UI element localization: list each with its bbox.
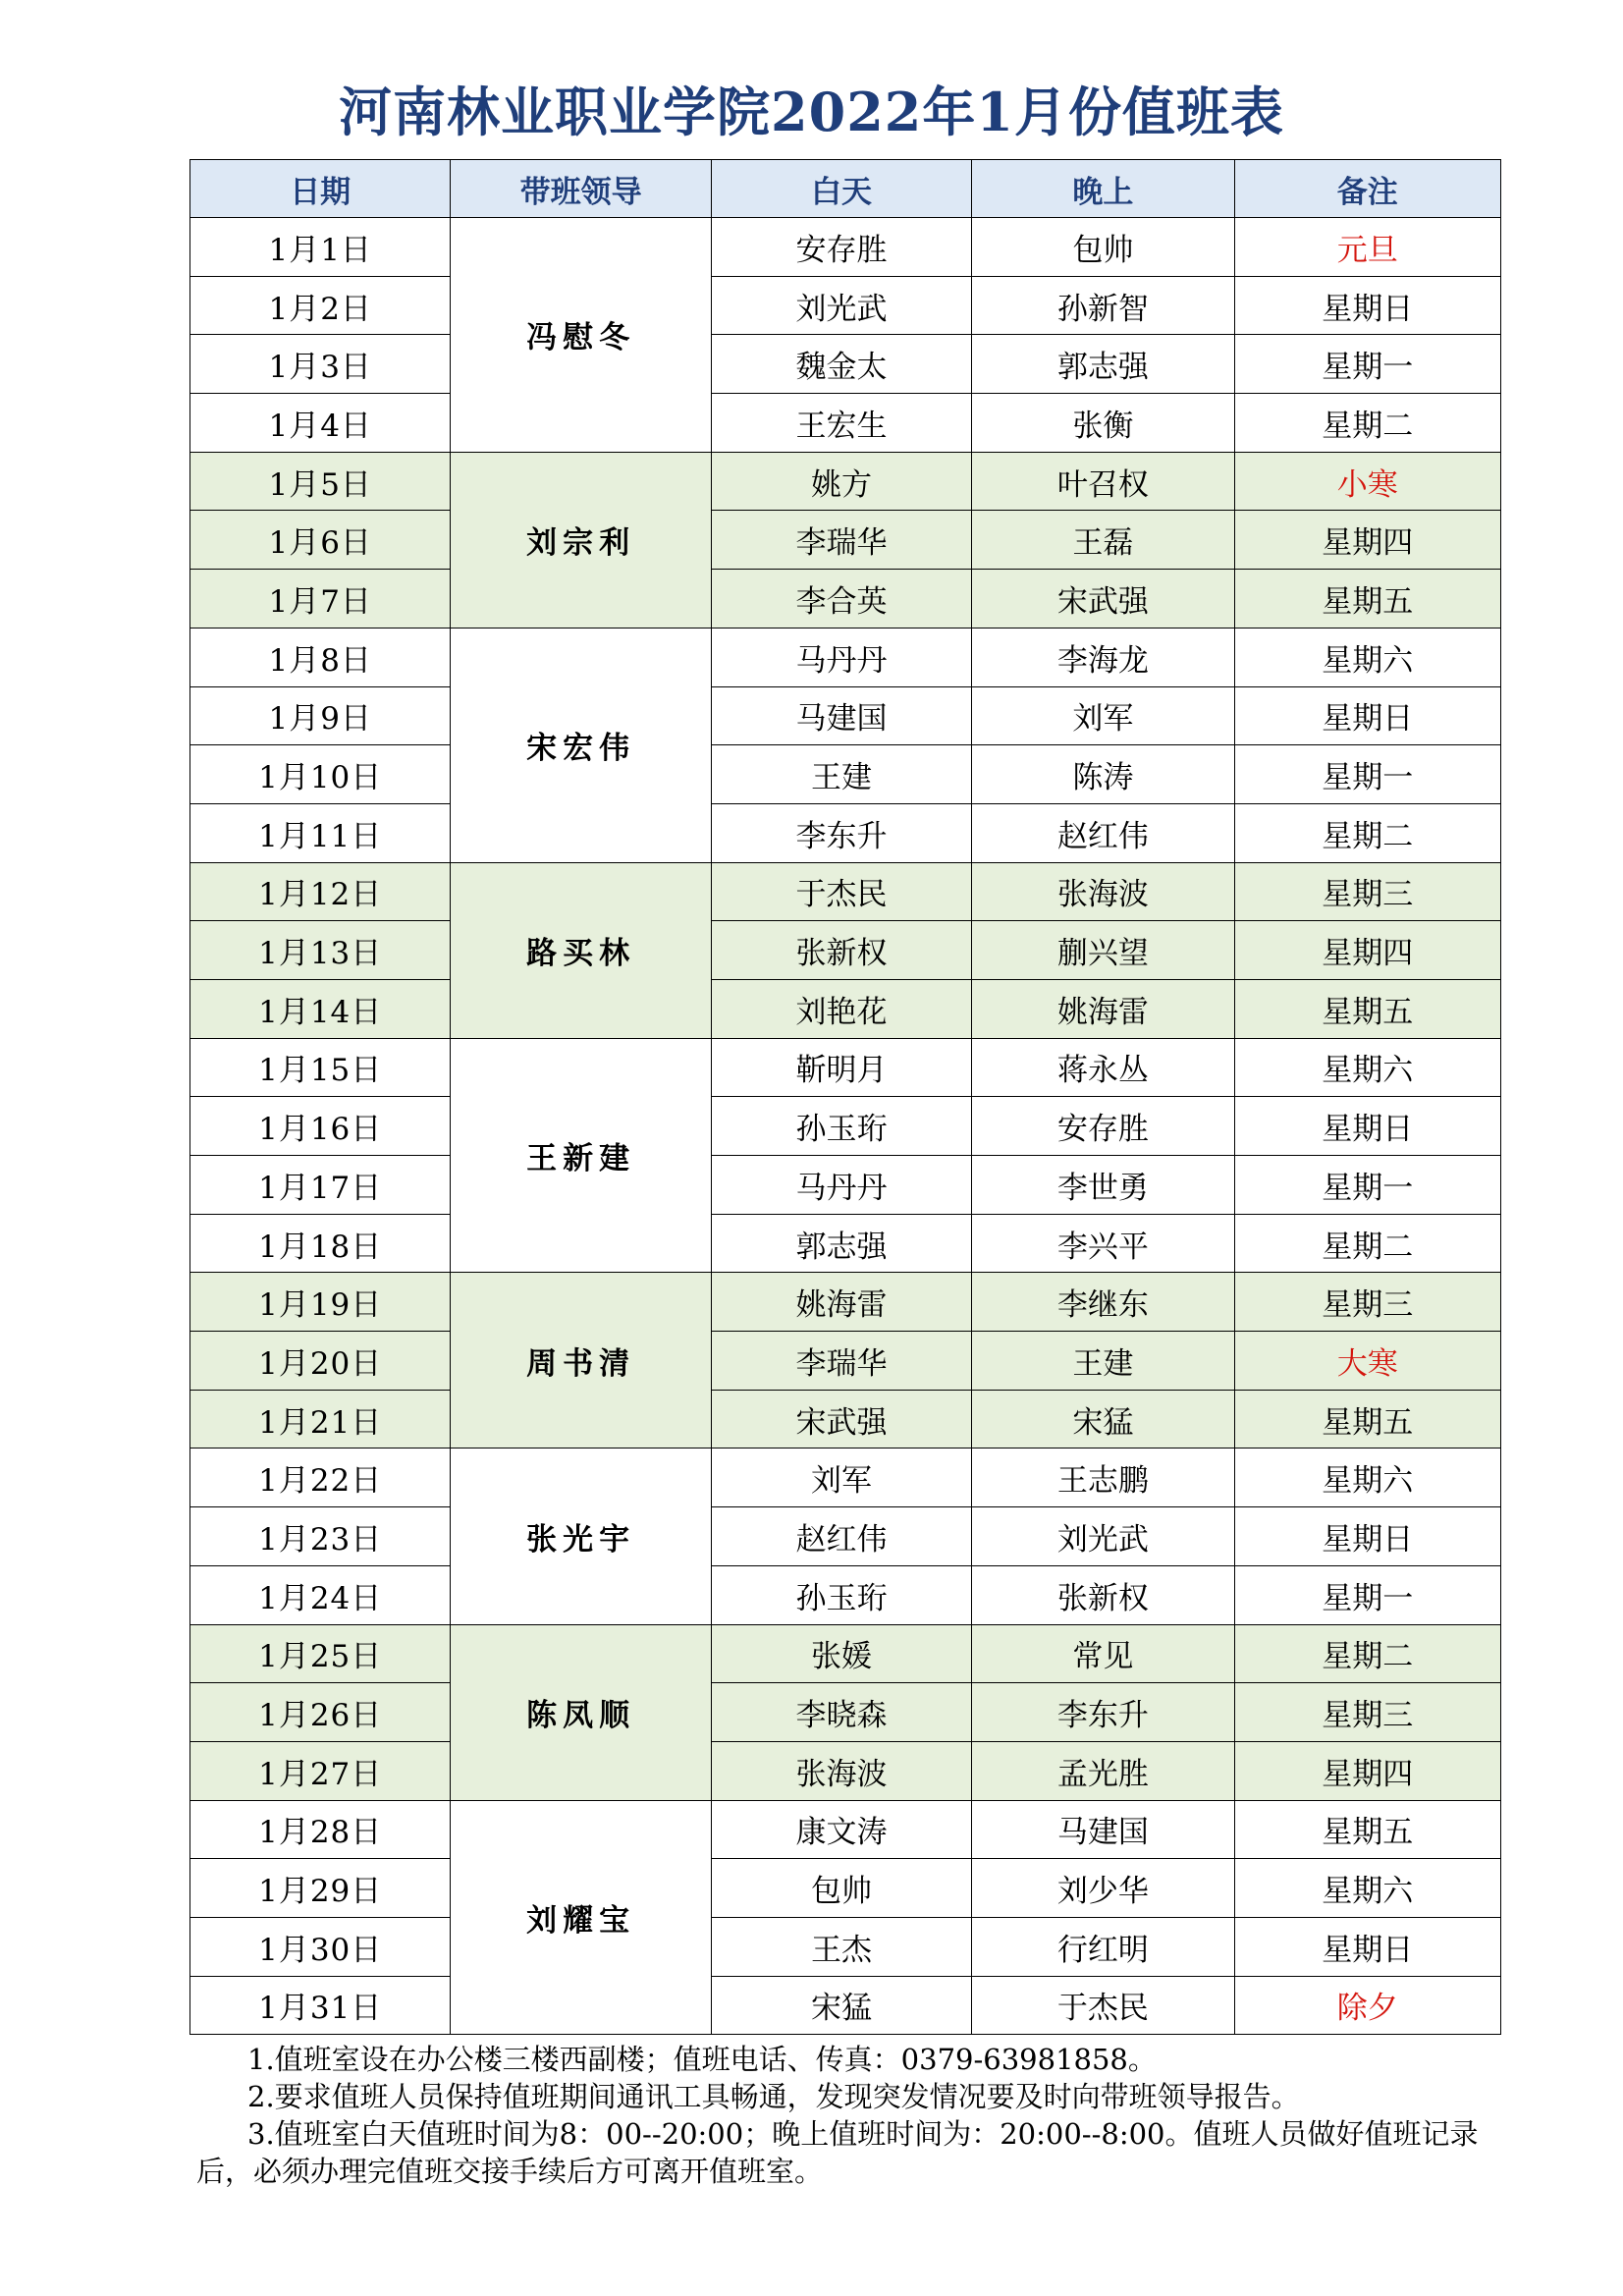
date-cell: 1月2日 xyxy=(190,276,451,335)
day-duty-cell: 包帅 xyxy=(711,1859,971,1918)
note-cell: 大寒 xyxy=(1234,1332,1500,1391)
day-duty-cell: 张新权 xyxy=(711,921,971,980)
table-row xyxy=(190,1214,1501,1273)
note-cell: 星期四 xyxy=(1234,921,1500,980)
header-date: 日期 xyxy=(190,160,451,218)
table-row xyxy=(190,570,1501,629)
date-cell: 1月12日 xyxy=(190,862,451,921)
day-duty-cell: 李晓森 xyxy=(711,1683,971,1742)
note-cell: 星期四 xyxy=(1234,511,1500,570)
table-row xyxy=(190,1390,1501,1449)
table-row xyxy=(190,218,1501,277)
date-cell: 1月19日 xyxy=(190,1273,451,1332)
night-duty-cell: 行红明 xyxy=(972,1917,1234,1976)
day-duty-cell: 赵红伟 xyxy=(711,1507,971,1566)
table-row xyxy=(190,1624,1501,1683)
day-duty-cell: 姚方 xyxy=(711,452,971,511)
night-duty-cell: 李东升 xyxy=(972,1683,1234,1742)
date-cell: 1月21日 xyxy=(190,1390,451,1449)
night-duty-cell: 安存胜 xyxy=(972,1097,1234,1156)
table-row xyxy=(190,628,1501,686)
date-cell: 1月29日 xyxy=(190,1859,451,1918)
note-cell: 星期五 xyxy=(1234,1800,1500,1859)
leader-cell: 陈凤顺 xyxy=(451,1624,711,1800)
night-duty-cell: 常见 xyxy=(972,1624,1234,1683)
note-cell: 星期三 xyxy=(1234,1273,1500,1332)
note-cell: 星期五 xyxy=(1234,979,1500,1038)
note-cell: 星期日 xyxy=(1234,1097,1500,1156)
day-duty-cell: 李东升 xyxy=(711,803,971,862)
date-cell: 1月5日 xyxy=(190,452,451,511)
day-duty-cell: 张媛 xyxy=(711,1624,971,1683)
table-row xyxy=(190,276,1501,335)
note-cell: 星期二 xyxy=(1234,1214,1500,1273)
note-cell: 星期六 xyxy=(1234,1038,1500,1097)
table-row xyxy=(190,1097,1501,1156)
table-row xyxy=(190,1565,1501,1624)
leader-cell: 周书清 xyxy=(451,1273,711,1449)
table-row xyxy=(190,1741,1501,1800)
night-duty-cell: 宋猛 xyxy=(972,1390,1234,1449)
night-duty-cell: 张衡 xyxy=(972,394,1234,453)
date-cell: 1月18日 xyxy=(190,1214,451,1273)
note-cell: 除夕 xyxy=(1234,1976,1500,2035)
date-cell: 1月6日 xyxy=(190,511,451,570)
note-cell: 星期一 xyxy=(1234,335,1500,394)
table-row xyxy=(190,1507,1501,1566)
note-cell: 星期日 xyxy=(1234,276,1500,335)
duty-table xyxy=(189,159,1501,2035)
night-duty-cell: 马建国 xyxy=(972,1800,1234,1859)
date-cell: 1月31日 xyxy=(190,1976,451,2035)
note-cell: 星期六 xyxy=(1234,628,1500,686)
day-duty-cell: 马丹丹 xyxy=(711,628,971,686)
leader-cell: 王新建 xyxy=(451,1038,711,1273)
day-duty-cell: 郭志强 xyxy=(711,1214,971,1273)
night-duty-cell: 包帅 xyxy=(972,218,1234,277)
table-row xyxy=(190,1156,1501,1215)
date-cell: 1月23日 xyxy=(190,1507,451,1566)
table-row xyxy=(190,1917,1501,1976)
night-duty-cell: 蒋永丛 xyxy=(972,1038,1234,1097)
table-header-row xyxy=(190,160,1501,218)
note-cell: 星期三 xyxy=(1234,862,1500,921)
table-row xyxy=(190,1273,1501,1332)
note-line: 2.要求值班人员保持值班期间通讯工具畅通，发现突发情况要及时向带班领导报告。 xyxy=(247,2080,1300,2113)
date-cell: 1月28日 xyxy=(190,1800,451,1859)
day-duty-cell: 李合英 xyxy=(711,570,971,629)
leader-cell: 路买林 xyxy=(451,862,711,1038)
note-cell: 星期五 xyxy=(1234,1390,1500,1449)
table-row xyxy=(190,452,1501,511)
leader-cell: 刘宗利 xyxy=(451,452,711,628)
table-row xyxy=(190,1038,1501,1097)
date-cell: 1月13日 xyxy=(190,921,451,980)
note-cell: 星期一 xyxy=(1234,1565,1500,1624)
note-cell: 星期日 xyxy=(1234,1507,1500,1566)
day-duty-cell: 李瑞华 xyxy=(711,511,971,570)
night-duty-cell: 孟光胜 xyxy=(972,1741,1234,1800)
table-row xyxy=(190,1332,1501,1391)
table-row xyxy=(190,862,1501,921)
leader-cell: 张光宇 xyxy=(451,1449,711,1624)
night-duty-cell: 叶召权 xyxy=(972,452,1234,511)
day-duty-cell: 宋猛 xyxy=(711,1976,971,2035)
table-row xyxy=(190,1859,1501,1918)
note-cell: 星期五 xyxy=(1234,570,1500,629)
night-duty-cell: 姚海雷 xyxy=(972,979,1234,1038)
table-row xyxy=(190,511,1501,570)
note-cell: 星期一 xyxy=(1234,745,1500,804)
night-duty-cell: 王磊 xyxy=(972,511,1234,570)
day-duty-cell: 马建国 xyxy=(711,686,971,745)
night-duty-cell: 蒯兴望 xyxy=(972,921,1234,980)
night-duty-cell: 李继东 xyxy=(972,1273,1234,1332)
leader-cell: 宋宏伟 xyxy=(451,628,711,862)
night-duty-cell: 刘少华 xyxy=(972,1859,1234,1918)
day-duty-cell: 孙玉珩 xyxy=(711,1565,971,1624)
day-duty-cell: 王建 xyxy=(711,745,971,804)
date-cell: 1月4日 xyxy=(190,394,451,453)
date-cell: 1月17日 xyxy=(190,1156,451,1215)
table-row xyxy=(190,979,1501,1038)
night-duty-cell: 李世勇 xyxy=(972,1156,1234,1215)
date-cell: 1月26日 xyxy=(190,1683,451,1742)
note-cell: 星期三 xyxy=(1234,1683,1500,1742)
day-duty-cell: 安存胜 xyxy=(711,218,971,277)
note-cell: 小寒 xyxy=(1234,452,1500,511)
note-cell: 星期二 xyxy=(1234,803,1500,862)
day-duty-cell: 康文涛 xyxy=(711,1800,971,1859)
table-row xyxy=(190,1800,1501,1859)
note-cell: 星期日 xyxy=(1234,686,1500,745)
date-cell: 1月20日 xyxy=(190,1332,451,1391)
note-cell: 星期六 xyxy=(1234,1449,1500,1507)
night-duty-cell: 刘光武 xyxy=(972,1507,1234,1566)
leader-cell: 刘耀宝 xyxy=(451,1800,711,2035)
note-cell: 星期日 xyxy=(1234,1917,1500,1976)
night-duty-cell: 陈涛 xyxy=(972,745,1234,804)
table-row xyxy=(190,335,1501,394)
date-cell: 1月3日 xyxy=(190,335,451,394)
day-duty-cell: 王宏生 xyxy=(711,394,971,453)
note-cell: 元旦 xyxy=(1234,218,1500,277)
table-row xyxy=(190,745,1501,804)
table-row xyxy=(190,686,1501,745)
note-cell: 星期一 xyxy=(1234,1156,1500,1215)
date-cell: 1月25日 xyxy=(190,1624,451,1683)
table-row xyxy=(190,921,1501,980)
day-duty-cell: 姚海雷 xyxy=(711,1273,971,1332)
night-duty-cell: 宋武强 xyxy=(972,570,1234,629)
header-note: 备注 xyxy=(1234,160,1500,218)
table-row xyxy=(190,394,1501,453)
day-duty-cell: 李瑞华 xyxy=(711,1332,971,1391)
date-cell: 1月27日 xyxy=(190,1741,451,1800)
header-leader: 带班领导 xyxy=(451,160,711,218)
date-cell: 1月30日 xyxy=(190,1917,451,1976)
night-duty-cell: 孙新智 xyxy=(972,276,1234,335)
date-cell: 1月16日 xyxy=(190,1097,451,1156)
day-duty-cell: 刘光武 xyxy=(711,276,971,335)
duty-table-body xyxy=(190,218,1501,2035)
note-cell: 星期六 xyxy=(1234,1859,1500,1918)
night-duty-cell: 于杰民 xyxy=(972,1976,1234,2035)
date-cell: 1月22日 xyxy=(190,1449,451,1507)
note-cell: 星期二 xyxy=(1234,394,1500,453)
table-row xyxy=(190,803,1501,862)
header-night: 晚上 xyxy=(972,160,1234,218)
day-duty-cell: 刘艳花 xyxy=(711,979,971,1038)
night-duty-cell: 张新权 xyxy=(972,1565,1234,1624)
night-duty-cell: 刘军 xyxy=(972,686,1234,745)
day-duty-cell: 孙玉珩 xyxy=(711,1097,971,1156)
date-cell: 1月8日 xyxy=(190,628,451,686)
night-duty-cell: 李海龙 xyxy=(972,628,1234,686)
day-duty-cell: 张海波 xyxy=(711,1741,971,1800)
notes-section xyxy=(196,2041,1502,2190)
note-line: 1.值班室设在办公楼三楼西副楼；值班电话、传真：0379-63981858。 xyxy=(247,2043,1157,2076)
night-duty-cell: 李兴平 xyxy=(972,1214,1234,1273)
table-row xyxy=(190,1683,1501,1742)
day-duty-cell: 于杰民 xyxy=(711,862,971,921)
day-duty-cell: 宋武强 xyxy=(711,1390,971,1449)
day-duty-cell: 魏金太 xyxy=(711,335,971,394)
date-cell: 1月7日 xyxy=(190,570,451,629)
date-cell: 1月11日 xyxy=(190,803,451,862)
table-row xyxy=(190,1976,1501,2035)
date-cell: 1月15日 xyxy=(190,1038,451,1097)
night-duty-cell: 王建 xyxy=(972,1332,1234,1391)
day-duty-cell: 王杰 xyxy=(711,1917,971,1976)
day-duty-cell: 靳明月 xyxy=(711,1038,971,1097)
day-duty-cell: 马丹丹 xyxy=(711,1156,971,1215)
date-cell: 1月1日 xyxy=(190,218,451,277)
day-duty-cell: 刘军 xyxy=(711,1449,971,1507)
night-duty-cell: 郭志强 xyxy=(972,335,1234,394)
leader-cell: 冯慰冬 xyxy=(451,218,711,453)
date-cell: 1月9日 xyxy=(190,686,451,745)
night-duty-cell: 张海波 xyxy=(972,862,1234,921)
header-day: 白天 xyxy=(711,160,971,218)
table-row xyxy=(190,1449,1501,1507)
date-cell: 1月14日 xyxy=(190,979,451,1038)
note-cell: 星期四 xyxy=(1234,1741,1500,1800)
night-duty-cell: 赵红伟 xyxy=(972,803,1234,862)
note-line: 3.值班室白天值班时间为8：00--20:00；晚上值班时间为：20:00--8:00。值班人员做好值班记录后，必须办理完值班交接手续后方可离开值班室。 xyxy=(196,2117,1479,2188)
page-title: 河南林业职业学院2022年1月份值班表 xyxy=(339,81,1284,143)
date-cell: 1月10日 xyxy=(190,745,451,804)
date-cell: 1月24日 xyxy=(190,1565,451,1624)
note-cell: 星期二 xyxy=(1234,1624,1500,1683)
night-duty-cell: 王志鹏 xyxy=(972,1449,1234,1507)
